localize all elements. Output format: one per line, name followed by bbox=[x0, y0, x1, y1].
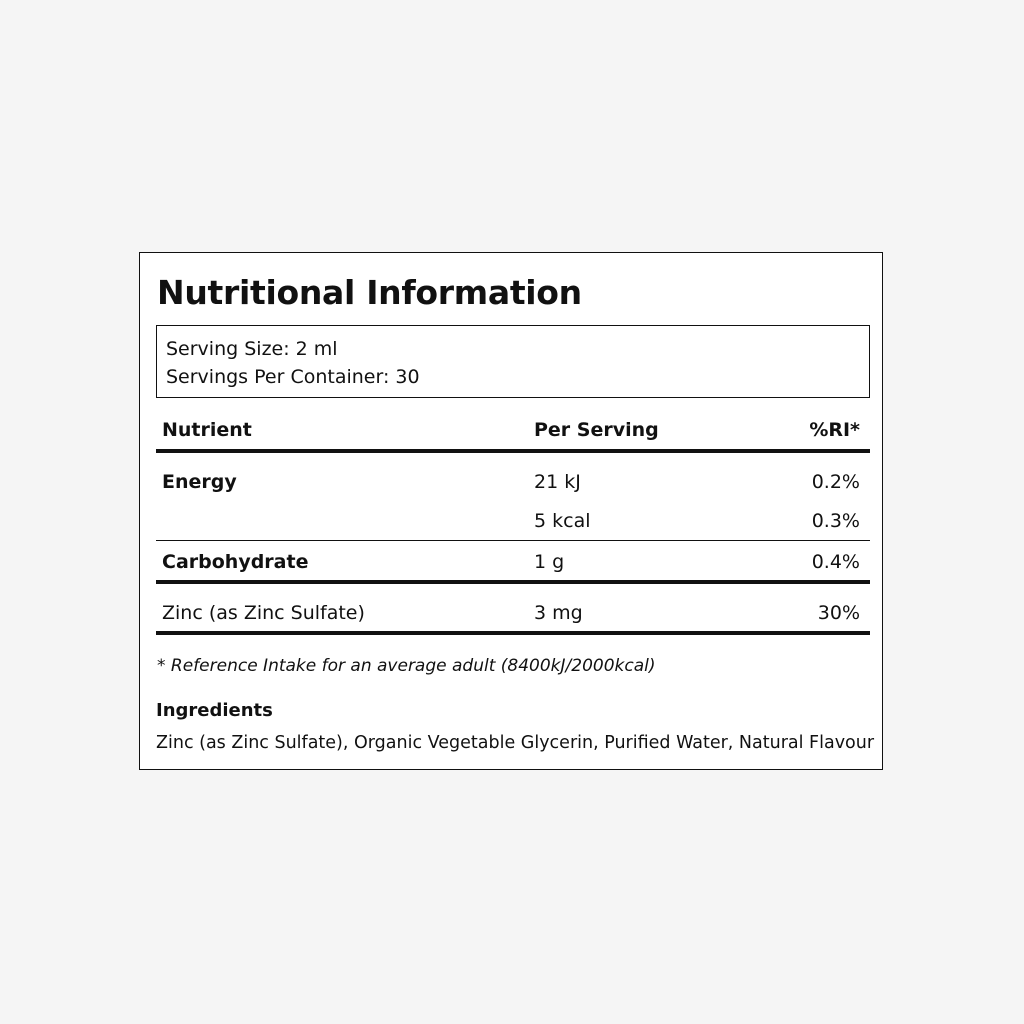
label-title: Nutritional Information bbox=[157, 273, 582, 312]
per-serving-value: 1 g bbox=[534, 551, 565, 573]
nutrition-label bbox=[139, 252, 883, 770]
row-divider bbox=[156, 580, 870, 584]
header-nutrient: Nutrient bbox=[162, 419, 252, 441]
header-per-serving: Per Serving bbox=[534, 419, 659, 441]
header-divider bbox=[156, 449, 870, 453]
ri-value: 0.2% bbox=[811, 471, 860, 493]
per-serving-value: 3 mg bbox=[534, 602, 583, 624]
per-serving-value: 5 kcal bbox=[534, 510, 591, 532]
ingredients-list: Zinc (as Zinc Sulfate), Organic Vegetable Glycerin, Purified Water, Natural Flavour bbox=[156, 733, 875, 753]
header-ri: %RI* bbox=[809, 419, 860, 441]
servings-per-container: Servings Per Container: 30 bbox=[166, 366, 420, 388]
ingredients-heading: Ingredients bbox=[156, 700, 273, 721]
nutrient-name: Carbohydrate bbox=[162, 551, 309, 573]
row-divider bbox=[156, 540, 870, 541]
serving-info-box bbox=[156, 325, 870, 398]
nutrient-name: Energy bbox=[162, 471, 237, 493]
per-serving-value: 21 kJ bbox=[534, 471, 581, 493]
nutrient-name: Zinc (as Zinc Sulfate) bbox=[162, 602, 365, 624]
ri-value: 0.4% bbox=[811, 551, 860, 573]
ri-value: 30% bbox=[817, 602, 860, 624]
serving-size: Serving Size: 2 ml bbox=[166, 338, 338, 360]
ri-value: 0.3% bbox=[811, 510, 860, 532]
reference-intake-footnote: * Reference Intake for an average adult (8400kJ/2000kcal) bbox=[157, 656, 656, 676]
table-bottom-rule bbox=[156, 631, 870, 635]
